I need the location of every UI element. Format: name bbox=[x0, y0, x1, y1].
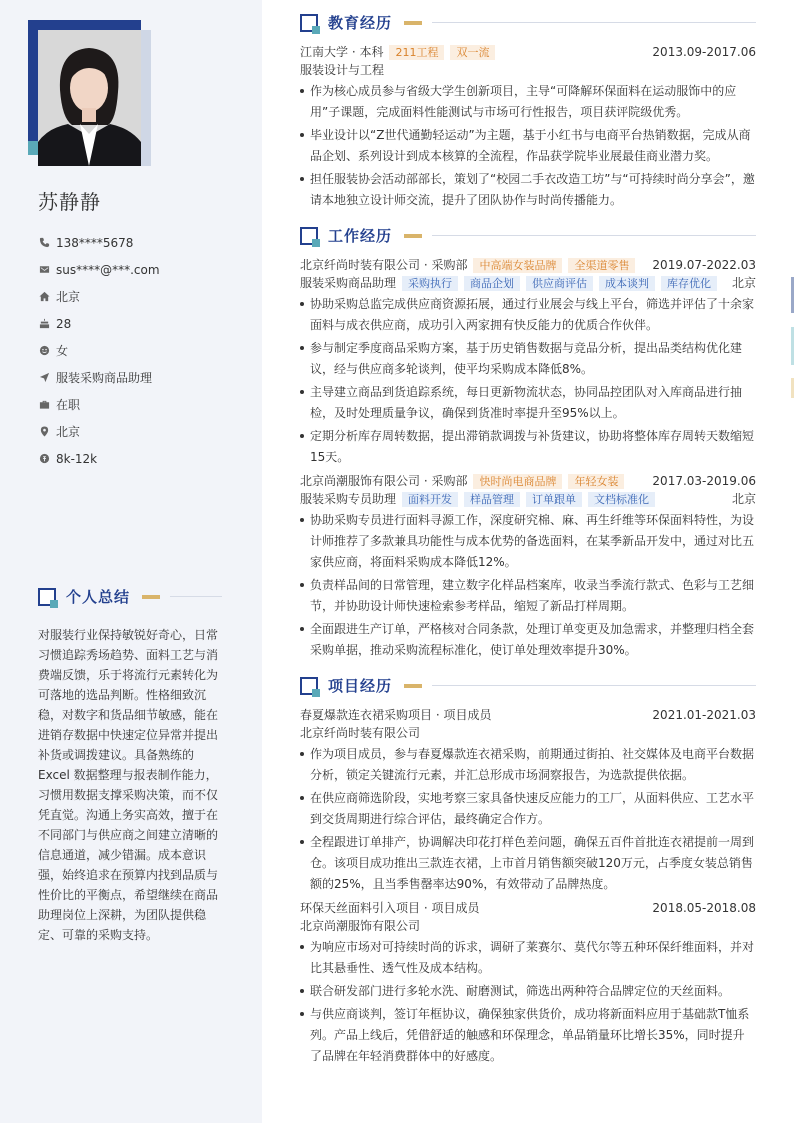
section-divider bbox=[432, 22, 756, 23]
job-bullets bbox=[300, 510, 756, 661]
section-accent-bar bbox=[404, 684, 422, 688]
summary-header bbox=[38, 586, 222, 607]
role-line bbox=[300, 274, 756, 292]
company-tag: 全渠道零售 bbox=[568, 258, 635, 273]
list-item: 主导建立商品到货追踪系统，每日更新物流状态，协同品控团队对入库商品进行抽检，及时处理质量争议，确保到货准时率提升至95%以上。 bbox=[300, 382, 756, 424]
work-title: 工作经历 bbox=[328, 227, 393, 245]
skill-tag: 商品企划 bbox=[464, 276, 520, 291]
location-row bbox=[38, 283, 160, 310]
section-square-icon bbox=[300, 14, 318, 32]
age-text: 28 bbox=[56, 316, 72, 331]
list-item: 负责样品间的日常管理，建立数字化样品档案库，收录当季流行款式、色彩与工艺细节，并协助设计师快速检索参考样品，缩短了新品打样周期。 bbox=[300, 575, 756, 617]
company-name: 北京纤尚时装有限公司 · 采购部 bbox=[300, 258, 468, 272]
list-item: 定期分析库存周转数据，提出滞销款调拨与补货建议，协助将整体库存周转天数缩短15天。 bbox=[300, 426, 756, 468]
list-item: 在供应商筛选阶段，实地考察三家具备快速反应能力的工厂，从面料供应、工艺水平到交货周期进行综合评估，最终确定合作方。 bbox=[300, 788, 756, 830]
main-content bbox=[300, 12, 756, 1081]
skill-tag: 采购执行 bbox=[402, 276, 458, 291]
project-company-line bbox=[300, 724, 756, 742]
school-tag: 双一流 bbox=[450, 45, 495, 60]
project-entry-head bbox=[300, 706, 756, 724]
gender-row bbox=[38, 337, 160, 364]
section-square-icon bbox=[38, 588, 56, 606]
job-entry-head bbox=[300, 472, 756, 490]
salary-text: 8k-12k bbox=[56, 451, 98, 466]
project-entry-head bbox=[300, 899, 756, 917]
section-divider bbox=[432, 235, 756, 236]
project-company-line bbox=[300, 917, 756, 935]
project-company: 北京尚潮服饰有限公司 bbox=[300, 919, 421, 933]
school-tag: 211工程 bbox=[389, 45, 444, 60]
list-item: 担任服装协会活动部部长，策划了“校园二手衣改造工坊”与“可持续时尚分享会”，邀请本地独立设计师交流，提升了团队协作与时尚传播能力。 bbox=[300, 169, 756, 211]
section-divider bbox=[432, 685, 756, 686]
skill-tag: 订单跟单 bbox=[526, 492, 582, 507]
school-name: 江南大学 · 本科 bbox=[300, 45, 384, 59]
project-bullets bbox=[300, 937, 756, 1067]
age-row bbox=[38, 310, 160, 337]
status-row bbox=[38, 391, 160, 418]
education-bullets bbox=[300, 81, 756, 211]
project-date: 2021.01-2021.03 bbox=[652, 708, 756, 722]
projects-title: 项目经历 bbox=[328, 677, 393, 695]
work-header bbox=[300, 225, 756, 246]
summary-text: 对服装行业保持敏锐好奇心，日常习惯追踪秀场趋势、面料工艺与消费端反馈，乐于将流行元素转化为可落地的选品判断。性格细致沉稳，对数字和货品细节敏感，能在进销存数据中快速定位异常并提出补货或调拨建议。具备熟练的Excel 数据整理与报表制作能力，习惯用数据支撑采购决策，而不仅凭直觉。沟通上务实高效，擅于在不同部门与供应商之间建立清晰的信息通道，减少错漏。成本意识强，始终追求在预算内找到品质与性价比的平衡点，希望继续在商品助理岗位上深耕，为团队提供稳定、可靠的采购支持。 bbox=[38, 628, 219, 942]
project-name: 环保天丝面料引入项目 · 项目成员 bbox=[300, 901, 480, 915]
summary-section bbox=[38, 586, 222, 945]
coin-icon bbox=[38, 453, 50, 465]
skill-tag: 面料开发 bbox=[402, 492, 458, 507]
list-item: 作为核心成员参与省级大学生创新项目，主导“可降解环保面料在运动服饰中的应用”子课题，完成面料性能测试与市场可行性报告，项目获评院级优秀。 bbox=[300, 81, 756, 123]
education-date: 2013.09-2017.06 bbox=[652, 45, 756, 59]
projects-header bbox=[300, 675, 756, 696]
company-tag: 快时尚电商品牌 bbox=[473, 474, 562, 489]
list-item: 毕业设计以“Z世代通勤轻运动”为主题，基于小红书与电商平台热销数据，完成从商品企划、系列设计到成本核算的全流程，作品获学院毕业展最佳商业潜力奖。 bbox=[300, 125, 756, 167]
city-row bbox=[38, 418, 160, 445]
position-text: 服装采购商品助理 bbox=[56, 371, 153, 385]
skill-tag: 库存优化 bbox=[661, 276, 717, 291]
education-header bbox=[300, 12, 756, 33]
job-city: 北京 bbox=[731, 492, 756, 506]
section-accent-bar bbox=[142, 595, 160, 599]
sidebar bbox=[0, 0, 262, 1123]
position-row bbox=[38, 364, 160, 391]
list-item: 协助采购专员进行面料寻源工作，深度研究棉、麻、再生纤维等环保面料特性，为设计师推荐了多款兼具功能性与成本优势的备选面料，在某季新品开发中，通过对比五家供应商，将面料采购成本降低12%。 bbox=[300, 510, 756, 573]
section-accent-bar bbox=[404, 21, 422, 25]
skill-tag: 样品管理 bbox=[464, 492, 520, 507]
job-bullets bbox=[300, 294, 756, 468]
job-role: 服装采购专员助理 bbox=[300, 492, 397, 506]
list-item: 参与制定季度商品采购方案，基于历史销售数据与竞品分析，提出品类结构优化建议，经与供应商多轮谈判，使平均采购成本降低8%。 bbox=[300, 338, 756, 380]
photo-accent bbox=[28, 141, 38, 155]
phone-icon bbox=[38, 237, 50, 249]
job-date: 2019.07-2022.03 bbox=[652, 258, 756, 272]
skill-tag: 成本谈判 bbox=[599, 276, 655, 291]
pin-icon bbox=[38, 426, 50, 438]
project-company: 北京纤尚时装有限公司 bbox=[300, 726, 421, 740]
section-square-icon bbox=[300, 227, 318, 245]
send-icon bbox=[38, 372, 50, 384]
salary-row bbox=[38, 445, 160, 472]
face-icon bbox=[38, 345, 50, 357]
list-item: 协助采购总监完成供应商资源拓展，通过行业展会与线上平台，筛选并评估了十余家面料与成衣供应商，成功引入两家拥有快反能力的优质合作伙伴。 bbox=[300, 294, 756, 336]
job-city: 北京 bbox=[731, 276, 756, 290]
major: 服装设计与工程 bbox=[300, 63, 385, 77]
work-section bbox=[300, 225, 756, 661]
cake-icon bbox=[38, 318, 50, 330]
summary-title: 个人总结 bbox=[66, 588, 131, 606]
section-divider bbox=[170, 596, 222, 597]
contact-info bbox=[38, 229, 160, 472]
mail-icon bbox=[38, 264, 50, 276]
home-icon bbox=[38, 291, 50, 303]
project-name: 春夏爆款连衣裙采购项目 · 项目成员 bbox=[300, 708, 492, 722]
list-item: 联合研发部门进行多轮水洗、耐磨测试，筛选出两种符合品牌定位的天丝面料。 bbox=[300, 981, 756, 1002]
list-item: 作为项目成员，参与春夏爆款连衣裙采购，前期通过街拍、社交媒体及电商平台数据分析，锁定关键流行元素，并汇总形成市场洞察报告，为选款提供依据。 bbox=[300, 744, 756, 786]
location-text: 北京 bbox=[56, 290, 81, 304]
projects-section bbox=[300, 675, 756, 1067]
education-entry-head bbox=[300, 43, 756, 61]
role-line bbox=[300, 490, 756, 508]
skill-tag: 文档标准化 bbox=[588, 492, 655, 507]
job-role: 服装采购商品助理 bbox=[300, 276, 397, 290]
education-section bbox=[300, 12, 756, 211]
gender-text: 女 bbox=[56, 344, 69, 358]
email-text: sus****@***.com bbox=[56, 262, 160, 277]
avatar bbox=[38, 30, 141, 166]
company-tag: 中高端女装品牌 bbox=[473, 258, 562, 273]
job-date: 2017.03-2019.06 bbox=[652, 474, 756, 488]
phone-row bbox=[38, 229, 160, 256]
briefcase-icon bbox=[38, 399, 50, 411]
list-item: 全面跟进生产订单，严格核对合同条款，处理订单变更及加急需求，并整理归档全套采购单据，推动采购流程标准化，使订单处理效率提升30%。 bbox=[300, 619, 756, 661]
section-square-icon bbox=[300, 677, 318, 695]
phone-text: 138****5678 bbox=[56, 235, 134, 250]
list-item: 与供应商谈判，签订年框协议，确保独家供货价，成功将新面料应用于基础款T恤系列。产品上线后，凭借舒适的触感和环保理念，单品销量环比增长35%，同时提升了品牌在年轻消费群体中的好感度。 bbox=[300, 1004, 756, 1067]
education-title: 教育经历 bbox=[328, 14, 393, 32]
skill-tag: 供应商评估 bbox=[526, 276, 593, 291]
company-name: 北京尚潮服饰有限公司 · 采购部 bbox=[300, 474, 468, 488]
project-bullets bbox=[300, 744, 756, 895]
email-row bbox=[38, 256, 160, 283]
project-date: 2018.05-2018.08 bbox=[652, 901, 756, 915]
major-line bbox=[300, 61, 756, 79]
company-tag: 年轻女装 bbox=[568, 474, 624, 489]
job-entry-head bbox=[300, 256, 756, 274]
status-text: 在职 bbox=[56, 398, 81, 412]
list-item: 全程跟进订单排产，协调解决印花打样色差问题，确保五百件首批连衣裙提前一周到仓。该项目成功推出三款连衣裙，上市首月销售额突破120万元，占季度女装总销售额的25%，且当季售罄率达90%，有效带动了品牌热度。 bbox=[300, 832, 756, 895]
city-text: 北京 bbox=[56, 425, 81, 439]
section-accent-bar bbox=[404, 234, 422, 238]
candidate-name: 苏静静 bbox=[38, 190, 101, 214]
list-item: 为响应市场对可持续时尚的诉求，调研了莱赛尔、莫代尔等五种环保纤维面料，并对比其悬垂性、透气性及成本结构。 bbox=[300, 937, 756, 979]
